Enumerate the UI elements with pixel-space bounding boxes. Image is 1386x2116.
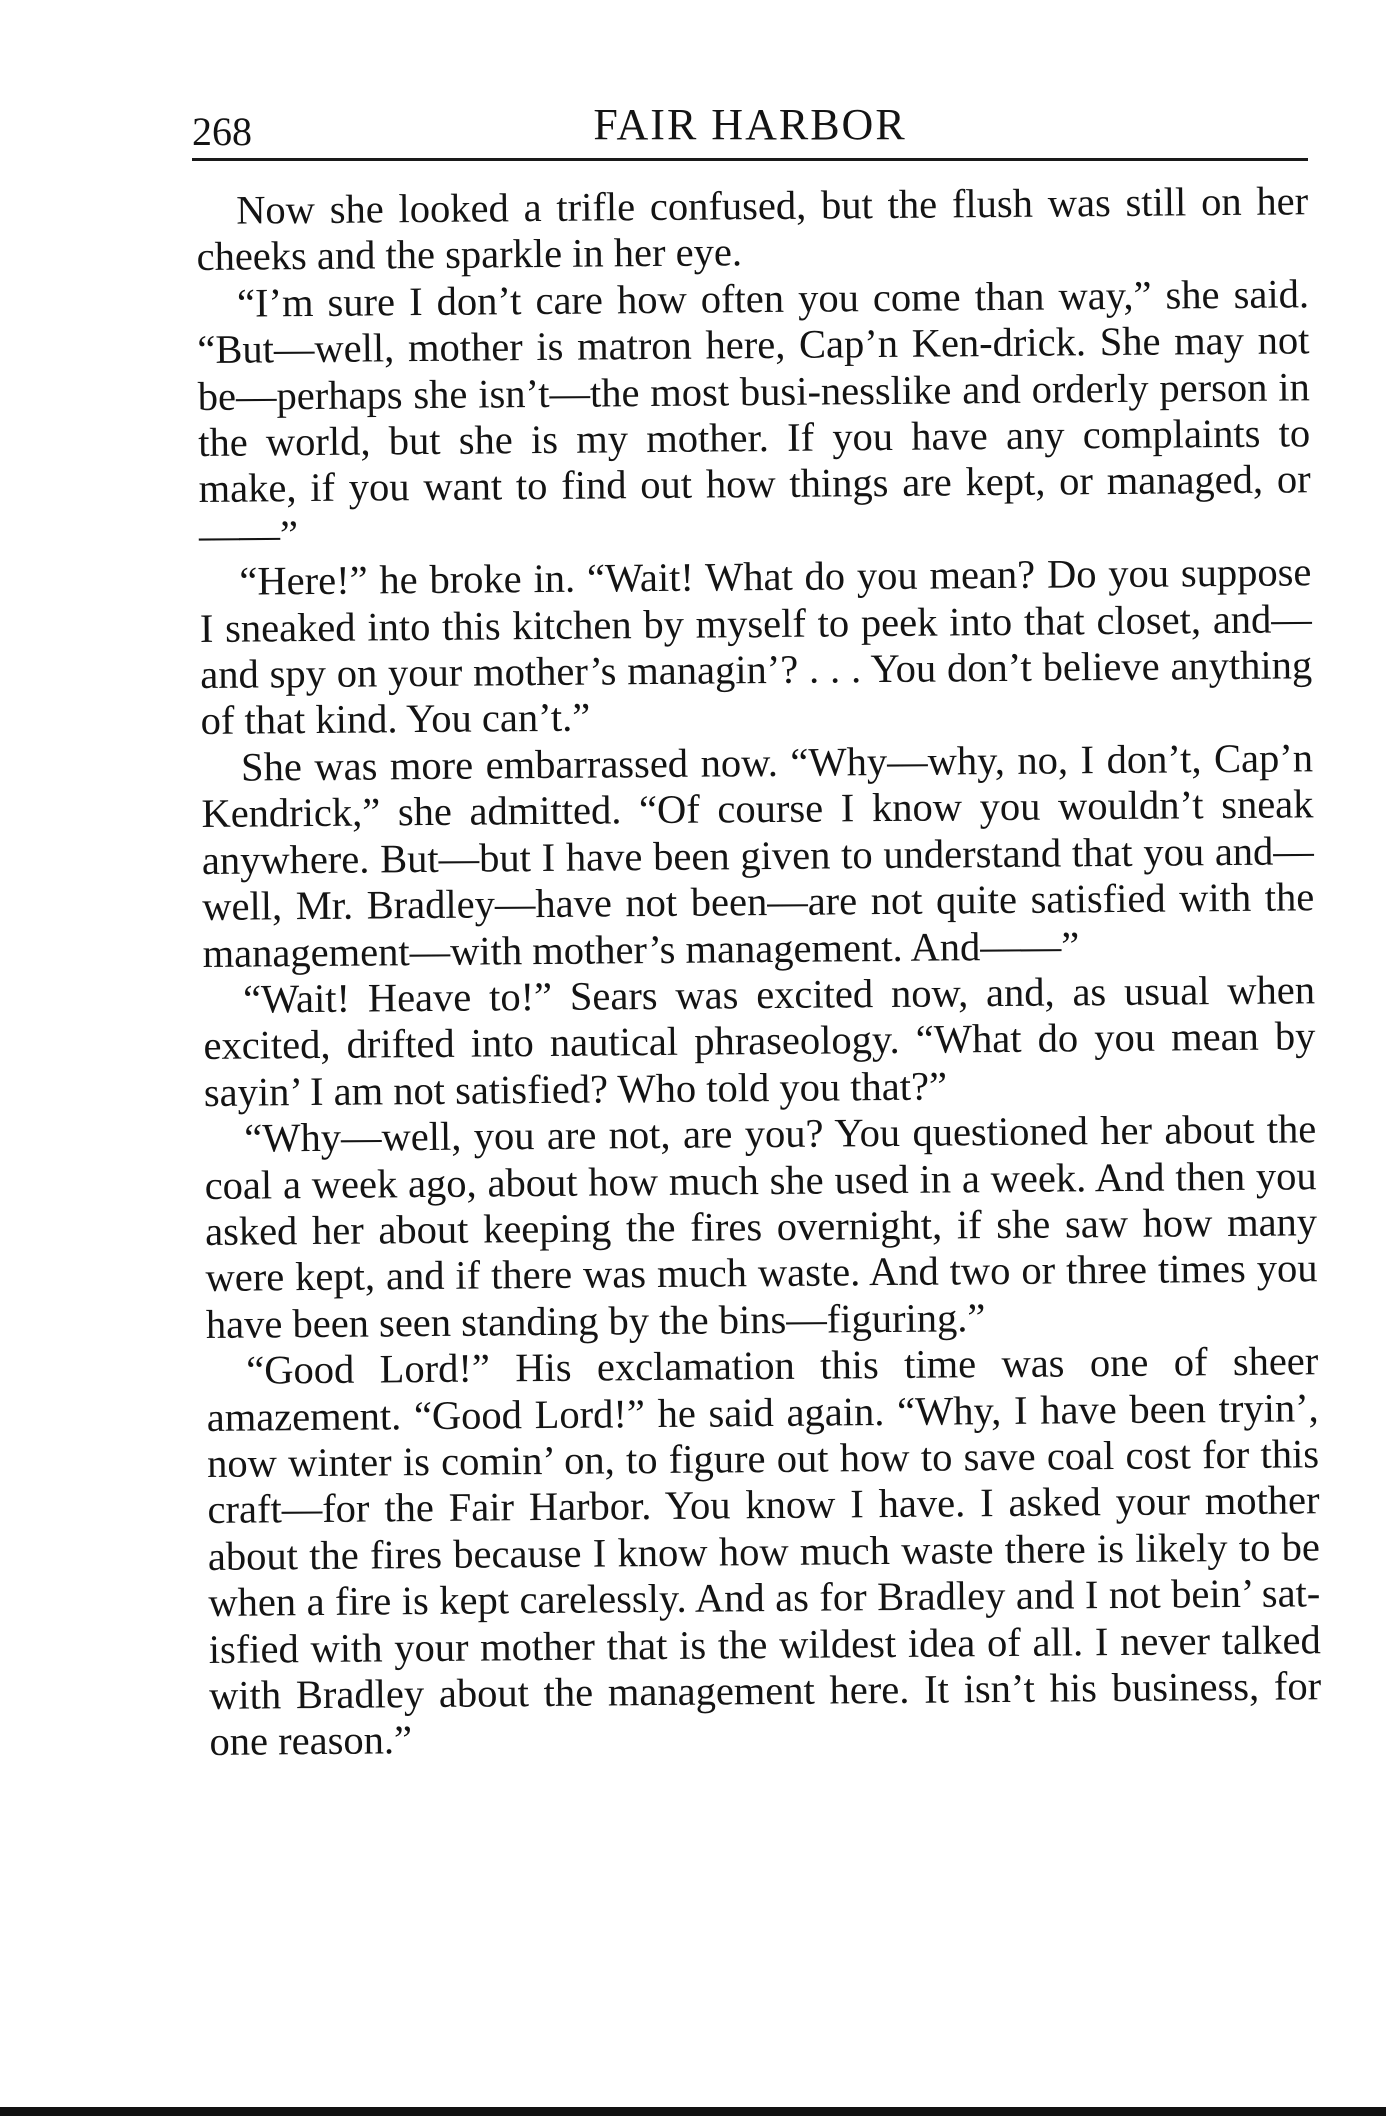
paragraph: “Here!” he broke in. “Wait! What do you mean? Do you suppose I sneaked into this kitchen by myself to peek into that closet, and—and spy on your mother’s managin’? . . . You don’t believe anything of that kind. You can’t.”	[199, 549, 1313, 744]
paragraph: “Wait! Heave to!” Sears was excited now, and, as usual when excited, drifted into nautical phraseology. “What do you mean by sayin’ I am not satisfied? Who told you that?”	[203, 967, 1316, 1115]
page-number: 268	[192, 109, 252, 154]
paragraph: “I’m sure I don’t care how often you come than way,” she said. “But—well, mother is matron here, Cap’n Ken-drick. She may not be—perhaps she isn’t—the most busi-nesslike and orderly person in the world, but she is my mother. If you have any complaints to make, if you want to find out how things are kept, or managed, or——”	[197, 271, 1311, 558]
paragraph: “Why—well, you are not, are you? You questioned her about the coal a week ago, about how much she used in a week. And then you asked her about keeping the fires overnight, if she saw how many were kept, and if there was much waste. And two or three times you have been seen standing by the bins—figuring.”	[204, 1106, 1318, 1347]
running-title: FAIR HARBOR	[593, 100, 907, 149]
scan-bottom-border	[0, 2107, 1386, 2116]
paragraph: “Good Lord!” His exclamation this time was one of sheer amazement. “Good Lord!” he said again. “Why, I have been tryin’, now winter is comin’ on, to figure out how to save coal cost for this craft—for the Fair Harbor. You know I have. I asked your mother about the fires because I know how much waste there is likely to be when a fire is kept carelessly. And as for Bradley and I not bein’ sat-isfied with your mother that is the wildest idea of all. I never talked with Bradley about the management here. It isn’t his business, for one reason.”	[206, 1338, 1322, 1765]
page-header	[192, 100, 1308, 161]
body-text	[196, 178, 1322, 1765]
paragraph: She was more embarrassed now. “Why—why, no, I don’t, Cap’n Kendrick,” she admitted. “Of course I know you wouldn’t sneak anywhere. But—but I have been given to understand that you and—well, Mr. Bradley—have not been—are not quite satisfied with the management—with mother’s management. And——”	[201, 735, 1315, 976]
paragraph: Now she looked a trifle confused, but the flush was still on her cheeks and the sparkle in her eye.	[196, 178, 1309, 280]
